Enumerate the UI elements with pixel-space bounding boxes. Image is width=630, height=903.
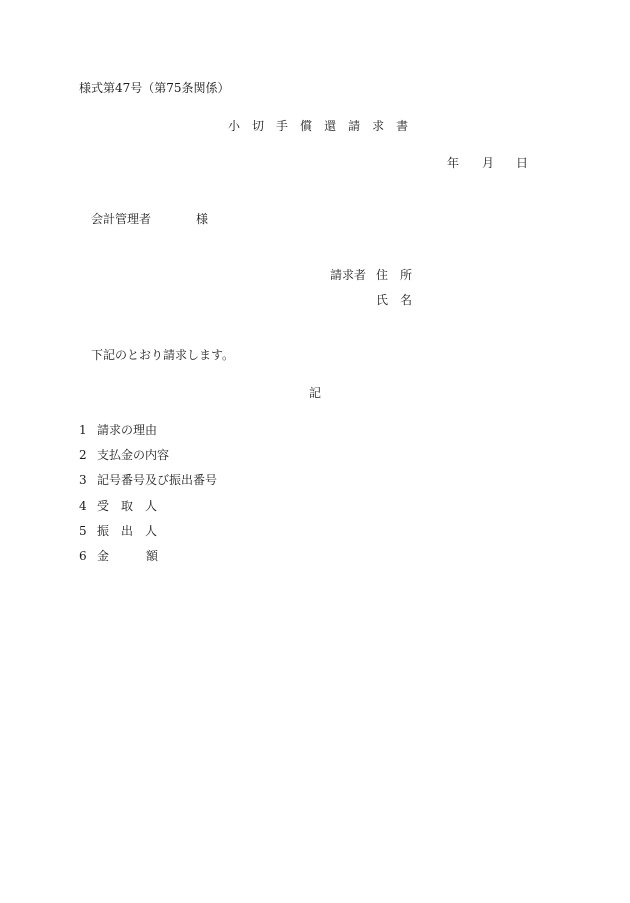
addressee-honorific: 様 <box>196 212 209 226</box>
title-char: 求 <box>372 119 385 133</box>
item-number: 1 <box>79 423 87 437</box>
date-year: 年 <box>447 156 460 170</box>
item-number: 6 <box>79 549 87 563</box>
ki-heading: 記 <box>309 386 322 400</box>
title-char: 小 <box>228 119 241 133</box>
list-item <box>79 449 169 461</box>
list-item <box>79 525 157 537</box>
date-month: 月 <box>482 156 495 170</box>
item-number: 5 <box>79 524 87 538</box>
item-number: 4 <box>79 499 87 513</box>
name-label-char: 名 <box>400 293 413 307</box>
document-title <box>228 120 408 132</box>
item-label: 記号番号及び振出番号 <box>97 473 218 487</box>
title-char: 還 <box>324 119 337 133</box>
list-item <box>79 474 217 486</box>
form-number: 様式第47号（第75条関係） <box>79 81 230 95</box>
item-label: 請求の理由 <box>97 423 158 437</box>
item-number: 2 <box>79 448 87 462</box>
item-label-char: 振 <box>97 524 110 538</box>
list-item <box>79 500 157 512</box>
requester-address-label <box>376 269 412 281</box>
address-label-char: 所 <box>400 268 413 282</box>
item-label-char: 額 <box>146 549 159 563</box>
title-char: 手 <box>276 119 289 133</box>
list-item <box>79 424 157 436</box>
addressee-name: 会計管理者 <box>91 212 152 226</box>
item-number: 3 <box>79 473 87 487</box>
name-label-char: 氏 <box>376 293 389 307</box>
item-label-char: 取 <box>121 499 134 513</box>
requester-label: 請求者 <box>330 268 367 282</box>
item-label: 支払金の内容 <box>97 448 170 462</box>
request-statement: 下記のとおり請求します。 <box>91 348 235 362</box>
list-item <box>79 550 158 562</box>
title-char: 償 <box>300 119 313 133</box>
date-day: 日 <box>516 156 529 170</box>
item-label-char: 人 <box>145 499 158 513</box>
title-char: 切 <box>252 119 265 133</box>
item-label-char: 金 <box>97 549 110 563</box>
title-char: 書 <box>396 119 409 133</box>
address-label-char: 住 <box>376 268 389 282</box>
item-label-char: 人 <box>145 524 158 538</box>
item-label-char: 受 <box>97 499 110 513</box>
title-char: 請 <box>348 119 361 133</box>
requester-name-label <box>376 294 412 306</box>
item-label-char: 出 <box>121 524 134 538</box>
